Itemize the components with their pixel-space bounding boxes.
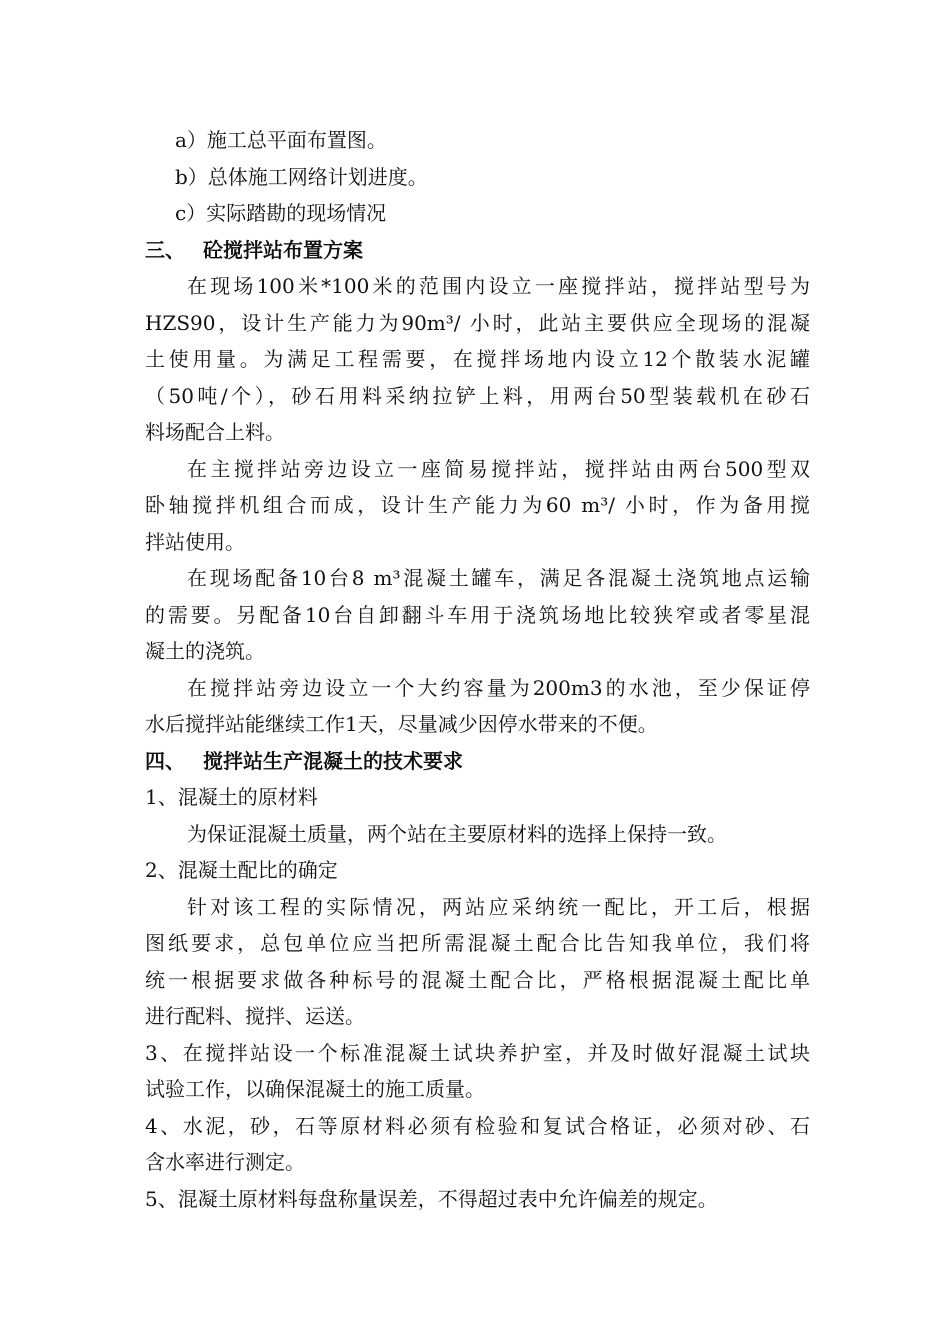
paragraph-line: 3、在搅拌站设一个标准混凝土试块养护室，并及时做好混凝土试块: [145, 1040, 810, 1065]
item-5: 5、混凝土原材料每盘称量误差，不得超过表中允许偏差的规定。: [145, 1186, 718, 1211]
paragraph-line: 卧轴搅拌机组合而成，设计生产能力为60 m³/ 小时，作为备用搅: [145, 493, 810, 517]
paragraph-line: 在搅拌站旁边设立一个大约容量为200m3的水池，至少保证停: [187, 675, 810, 700]
paragraph-line: 4、水泥，砂，石等原材料必须有检验和复试合格证，必须对砂、石: [145, 1113, 810, 1138]
section-3-heading: [145, 232, 810, 269]
list-item-c: c）实际踏勘的现场情况: [175, 201, 387, 225]
item-2-title: 2、混凝土配比的确定: [145, 858, 338, 882]
paragraph-line: 拌站使用。: [145, 529, 245, 554]
paragraph-line: 图纸要求，总包单位应当把所需混凝土配合比告知我单位，我们将: [145, 931, 810, 955]
section-3-paragraph-2: [145, 451, 810, 561]
section-3-paragraph-3: [145, 560, 810, 670]
item-2-body: [145, 889, 810, 1035]
section-4-title: 搅拌站生产混凝土的技术要求: [203, 748, 463, 773]
paragraph-line: 在主搅拌站旁边设立一座简易搅拌站，搅拌站由两台500型双: [187, 456, 810, 481]
paragraph-line: HZS90，设计生产能力为90m³/ 小时，此站主要供应全现场的混凝: [145, 310, 810, 335]
paragraph-line: 进行配料、搅拌、运送。: [145, 1004, 365, 1028]
paragraph-line: 土使用量。为满足工程需要，在搅拌场地内设立12个散装水泥罐: [145, 347, 810, 371]
paragraph-line: 水后搅拌站能继续工作1天，尽量减少因停水带来的不便。: [145, 712, 658, 736]
section-3-paragraph-4: [145, 670, 810, 743]
item-3: [145, 1035, 810, 1108]
section-4-heading: [145, 743, 810, 780]
paragraph-line: （50吨/个），砂石用料采纳拉铲上料，用两台50型装载机在砂石: [145, 383, 810, 408]
item-1-body: 为保证混凝土质量，两个站在主要原材料的选择上保持一致。: [187, 821, 727, 846]
list-item-a: a）施工总平面布置图。: [175, 128, 387, 152]
paragraph-line: 试验工作，以确保混凝土的施工质量。: [145, 1077, 485, 1101]
paragraph-line: 统一根据要求做各种标号的混凝土配合比，严格根据混凝土配比单: [145, 967, 810, 992]
paragraph-line: 在现场配备10台8 m³混凝土罐车，满足各混凝土浇筑地点运输: [187, 566, 810, 590]
paragraph-line: 含水率进行测定。: [145, 1150, 305, 1174]
item-1-title: 1、混凝土的原材料: [145, 785, 318, 809]
paragraph-line: 在现场100米*100米的范围内设立一座搅拌站，搅拌站型号为: [187, 274, 810, 298]
paragraph-line: 的需要。另配备10台自卸翻斗车用于浇筑场地比较狭窄或者零星混: [145, 602, 810, 627]
section-4-number: 四、: [145, 748, 185, 773]
paragraph-line: 凝土的浇筑。: [145, 639, 265, 663]
section-3-title: 砼搅拌站布置方案: [203, 237, 363, 262]
section-3-paragraph-1: [145, 268, 810, 451]
paragraph-line: 料场配合上料。: [145, 420, 285, 444]
document-body: [145, 122, 810, 1217]
section-3-number: 三、: [145, 237, 185, 262]
item-4: [145, 1108, 810, 1181]
paragraph-line: 针对该工程的实际情况，两站应采纳统一配比，开工后，根据: [187, 894, 810, 919]
list-item-b: b）总体施工网络计划进度。: [175, 164, 428, 189]
